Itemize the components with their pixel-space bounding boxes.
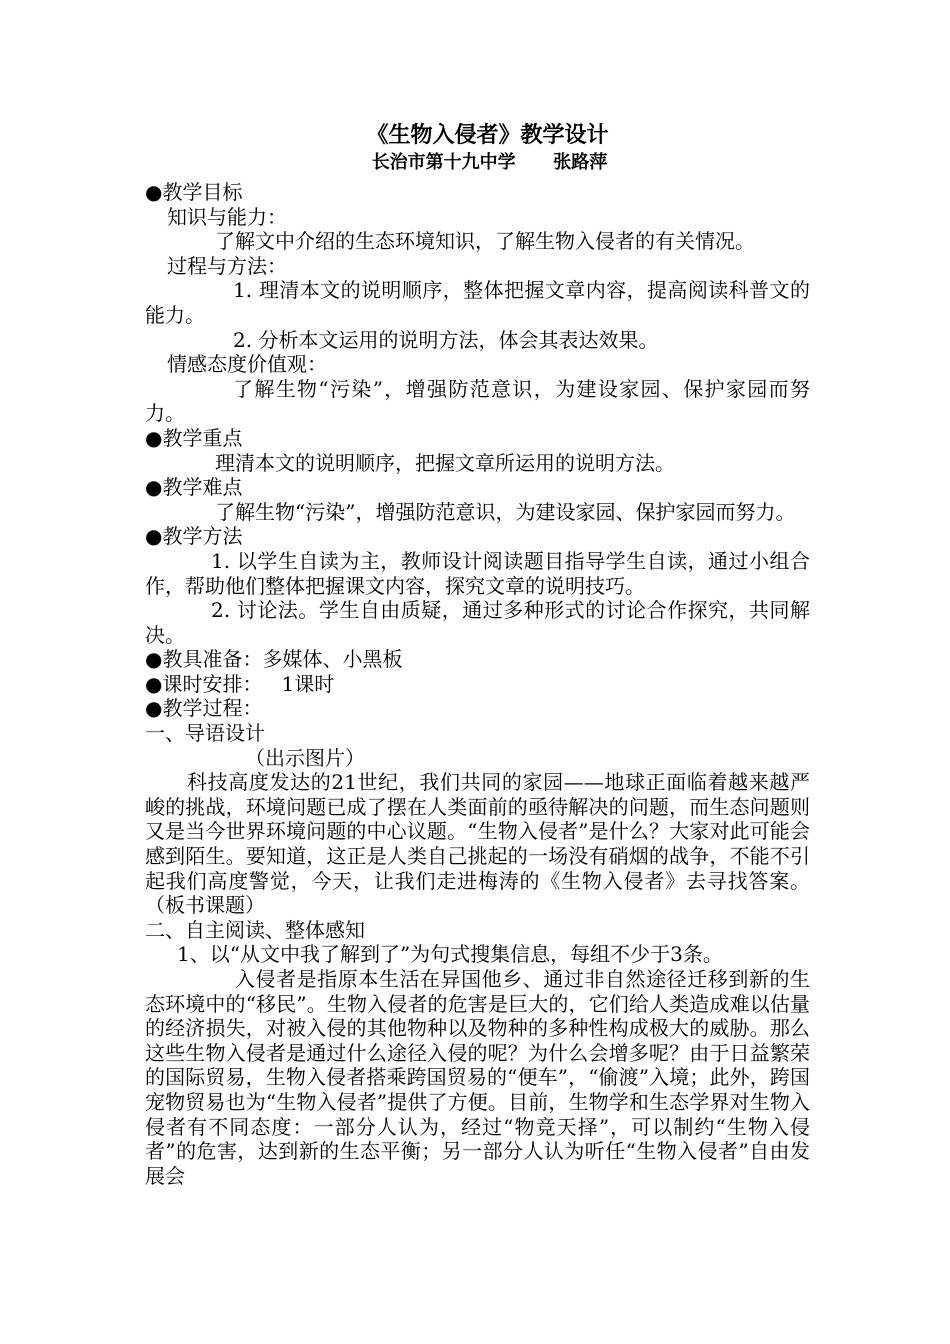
- goals-heading: ●教学目标: [145, 180, 243, 204]
- tools-line: ●教具准备：多媒体、小黑板: [145, 647, 403, 672]
- task-1: 1、以“从文中我了解到了”为句式搜集信息，每组不少于3条。: [177, 942, 723, 967]
- key-points-text: 理清本文的说明顺序，把握文章所运用的说明方法。: [215, 450, 675, 475]
- author-line: 长治市第十九中学 张路萍: [371, 152, 608, 173]
- process-item-1: 1. 理清本文的说明顺序，整体把握文章内容，提高阅读科普文的能力。: [145, 278, 810, 327]
- knowledge-text: 了解文中介绍的生态环境知识，了解生物入侵者的有关情况。: [215, 229, 755, 254]
- schedule-line: ●课时安排： 1课时: [145, 671, 335, 696]
- method-item-2: 2. 讨论法。学生自由质疑，通过多种形式的讨论合作探究，共同解决。: [145, 598, 810, 647]
- method-item-1: 1. 以学生自读为主，教师设计阅读题目指导学生自读，通过小组合作，帮助他们整体把握课文内容，探究文章的说明技巧。: [145, 548, 810, 598]
- process-label: 过程与方法：: [167, 253, 287, 278]
- process-item-2: 2. 分析本文运用的说明方法，体会其表达效果。: [233, 327, 659, 352]
- knowledge-label: 知识与能力：: [167, 204, 287, 229]
- document-page: [145, 120, 810, 1188]
- difficult-points-heading: ●教学难点: [145, 475, 243, 500]
- difficult-points-text: 了解生物“污染”，增强防范意识，为建设家园、保护家园而努力。: [215, 499, 796, 524]
- key-points-heading: ●教学重点: [145, 425, 243, 450]
- document-title: 《生物入侵者》教学设计: [366, 122, 609, 148]
- answer-paragraph: 入侵者是指原本生活在异国他乡、通过非自然途径迁移到新的生态环境中的“移民”。生物入侵者的危害是巨大的，它们给人类造成难以估量的经济损失，对被入侵的其他物种以及物种的多种性构成极大的威胁。那么这些生物入侵者是通过什么途径入侵的呢？为什么会增多呢？由于日益繁荣的国际贸易，生物入侵者搭乘跨国贸易的“便车”，“偷渡”入境；此外，跨国宠物贸易也为“生物入侵者”提供了方便。目前，生物学和生态学界对生物入侵者有不同态度：一部分人认为，经过“物竞天择”，可以制约“生物入侵者”的危害，达到新的生态平衡；另一部分人认为听任“生物入侵者”自由发展会: [145, 967, 810, 1188]
- section-1-title: 一、导语设计: [145, 721, 265, 746]
- process-heading: ●教学过程：: [145, 696, 263, 721]
- intro-paragraph: 科技高度发达的21世纪，我们共同的家园——地球正面临着越来越严峻的挑战，环境问题已成了摆在人类面前的亟待解决的问题，而生态问题则又是当今世界环境问题的中心议题。“生物入侵者”是什么？大家对此可能会感到陌生。要知道，这正是人类自己挑起的一场没有硝烟的战争，不能不引起我们高度警觉，今天，让我们走进梅涛的《生物入侵者》去寻找答案。（板书课题）: [145, 770, 810, 918]
- methods-heading: ●教学方法: [145, 524, 243, 549]
- picture-note: （出示图片）: [245, 745, 365, 770]
- emotion-label: 情感态度价值观：: [167, 352, 327, 377]
- section-2-title: 二、自主阅读、整体感知: [145, 917, 365, 942]
- emotion-text: 了解生物“污染”，增强防范意识，为建设家园、保护家园而努力。: [145, 376, 810, 426]
